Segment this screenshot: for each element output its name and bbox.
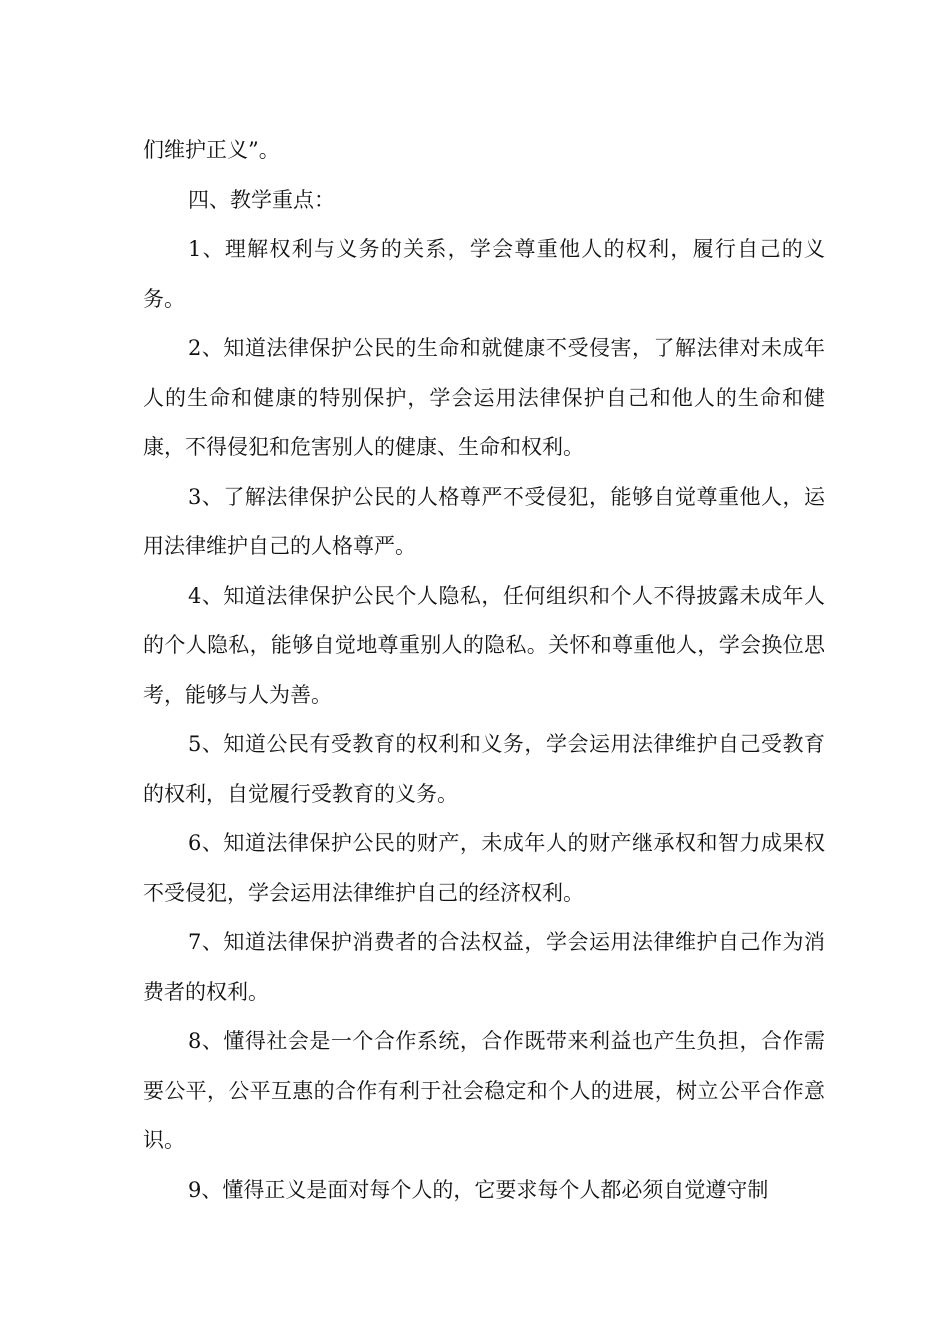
paragraph-item-4: 4、知道法律保护公民个人隐私，任何组织和个人不得披露未成年人的个人隐私，能够自觉地尊重别人的隐私。关怀和尊重他人，学会换位思考，能够与人为善。	[143, 583, 825, 707]
paragraph-item-1: 1、理解权利与义务的关系，学会尊重他人的权利，履行自己的义务。	[143, 237, 825, 311]
paragraph-item-3: 3、了解法律保护公民的人格尊严不受侵犯，能够自觉尊重他人，运用法律维护自己的人格尊严。	[143, 484, 825, 558]
section-heading: 四、教学重点：	[188, 187, 335, 212]
paragraph-item-8: 8、懂得社会是一个合作系统，合作既带来利益也产生负担，合作需要公平，公平互惠的合作有利于社会稳定和个人的进展，树立公平合作意识。	[143, 1029, 825, 1152]
paragraph-continuation: 们维护正义”。	[143, 138, 280, 162]
document-body	[143, 126, 825, 1215]
paragraph-item-5: 5、知道公民有受教育的权利和义务，学会运用法律维护自己受教育的权利，自觉履行受教育的义务。	[143, 732, 825, 806]
paragraph-item-2: 2、知道法律保护公民的生命和就健康不受侵害，了解法律对未成年人的生命和健康的特别保护，学会运用法律保护自己和他人的生命和健康，不得侵犯和危害别人的健康、生命和权利。	[143, 336, 825, 459]
paragraph-item-7: 7、知道法律保护消费者的合法权益，学会运用法律维护自己作为消费者的权利。	[143, 930, 825, 1004]
paragraph-item-9: 9、懂得正义是面对每个人的，它要求每个人都必须自觉遵守制	[188, 1177, 769, 1202]
paragraph-item-6: 6、知道法律保护公民的财产，未成年人的财产继承权和智力成果权不受侵犯，学会运用法律维护自己的经济权利。	[143, 831, 825, 905]
